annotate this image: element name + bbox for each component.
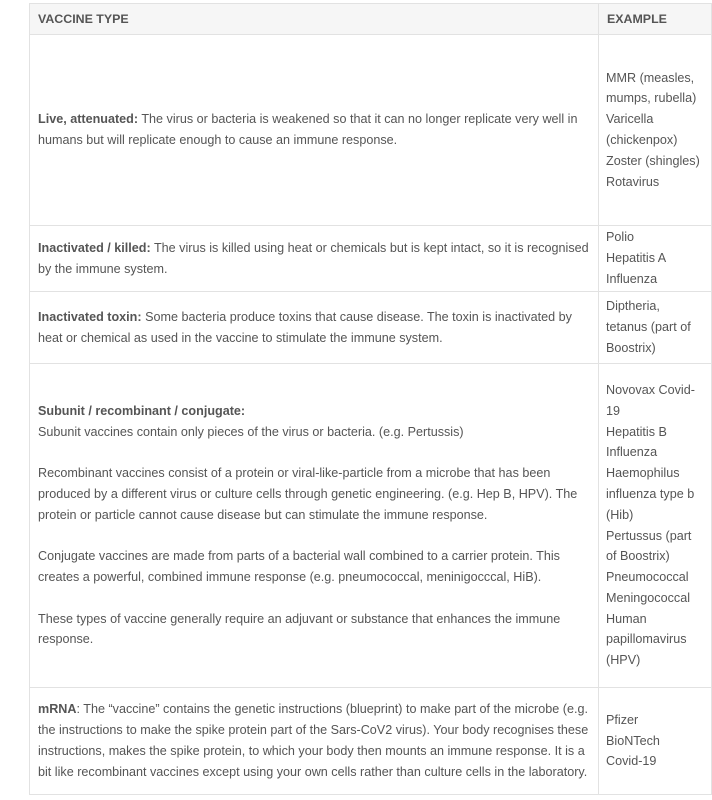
example-cell <box>599 688 712 795</box>
header-vaccine-type: VACCINE TYPE <box>30 4 599 35</box>
example-cell <box>599 292 712 364</box>
example-item: Polio <box>606 230 635 245</box>
type-cell <box>30 35 599 226</box>
type-cell <box>30 688 599 795</box>
type-title: mRNA <box>38 702 77 717</box>
example-item: Novovax Covid-19 <box>606 382 695 418</box>
example-item: Pneumococcal <box>606 570 689 585</box>
example-cell <box>599 35 712 226</box>
example-item: Pertussus (part of Boostrix) <box>606 528 692 564</box>
vaccine-table <box>29 3 712 795</box>
header-row <box>30 4 712 35</box>
example-item: Varicella (chickenpox) <box>606 112 678 147</box>
example-item: Pfizer <box>606 712 639 727</box>
type-cell <box>30 364 599 688</box>
example-item: Meningococcal <box>606 590 691 605</box>
type-text: The virus is killed using heat or chemicals but is kept intact, so it is recognised by the immune system. <box>38 240 589 276</box>
example-cell <box>599 364 712 688</box>
type-cell <box>30 226 599 292</box>
table-row <box>30 35 712 226</box>
example-item: Hepatitis A <box>606 251 667 266</box>
type-text: The virus or bacteria is weakened so that it can no longer replicate very well in humans but will replicate enough to cause an immune response. <box>38 112 578 147</box>
example-item: Human papillomavirus (HPV) <box>606 611 687 668</box>
type-paragraph: Subunit vaccines contain only pieces of the virus or bacteria. (e.g. Pertussis) <box>38 424 464 439</box>
example-item: Influenza <box>606 445 658 460</box>
table-row <box>30 364 712 688</box>
example-item: Haemophilus influenza type b (Hib) <box>606 466 695 522</box>
table-row <box>30 292 712 364</box>
example-item: MMR (measles, mumps, rubella) <box>606 70 697 106</box>
example-item: Diptheria, tetanus (part of Boostrix) <box>606 299 691 355</box>
type-title: Inactivated toxin: <box>38 309 142 324</box>
type-paragraph: These types of vaccine generally require an adjuvant or substance that enhances the immune response. <box>38 611 561 647</box>
type-paragraph: Conjugate vaccines are made from parts of a bacterial wall combined to a carrier protein. This creates a powerful, combined immune response (e.g. pneumococcal, meninigocccal, HiB). <box>38 549 560 585</box>
type-text: : The “vaccine” contains the genetic instructions (blueprint) to make part of the microbe (e.g. the instructions to make the spike protein part of the Sars-CoV2 virus). Your body recognises these instructions, makes the spike protein, to which your body then mounts an immune response. It is a bit like recombinant vaccines except using your own cells rather than culture cells in the laboratory. <box>38 702 589 779</box>
example-item: Influenza <box>606 271 658 286</box>
example-item: Hepatitis B <box>606 424 667 439</box>
header-example: EXAMPLE <box>599 4 712 35</box>
example-item: Rotavirus <box>606 174 660 189</box>
example-item: Covid-19 <box>606 754 657 769</box>
type-title: Live, attenuated: <box>38 112 139 127</box>
example-item: BioNTech <box>606 733 660 748</box>
type-paragraph: Recombinant vaccines consist of a protein or viral-like-particle from a microbe that has been produced by a different virus or culture cells through genetic engineering. (e.g. Hep B, HPV). The protein or particle cannot cause disease but can stimulate the immune response. <box>38 466 578 522</box>
type-text: Some bacteria produce toxins that cause disease. The toxin is inactivated by heat or chemical as used in the vaccine to stimulate the immune system. <box>38 309 572 345</box>
type-title: Inactivated / killed: <box>38 240 151 255</box>
table-row <box>30 688 712 795</box>
table-row <box>30 226 712 292</box>
example-item: Zoster (shingles) <box>606 153 700 168</box>
type-cell <box>30 292 599 364</box>
example-cell <box>599 226 712 292</box>
type-title: Subunit / recombinant / conjugate: <box>38 403 246 418</box>
